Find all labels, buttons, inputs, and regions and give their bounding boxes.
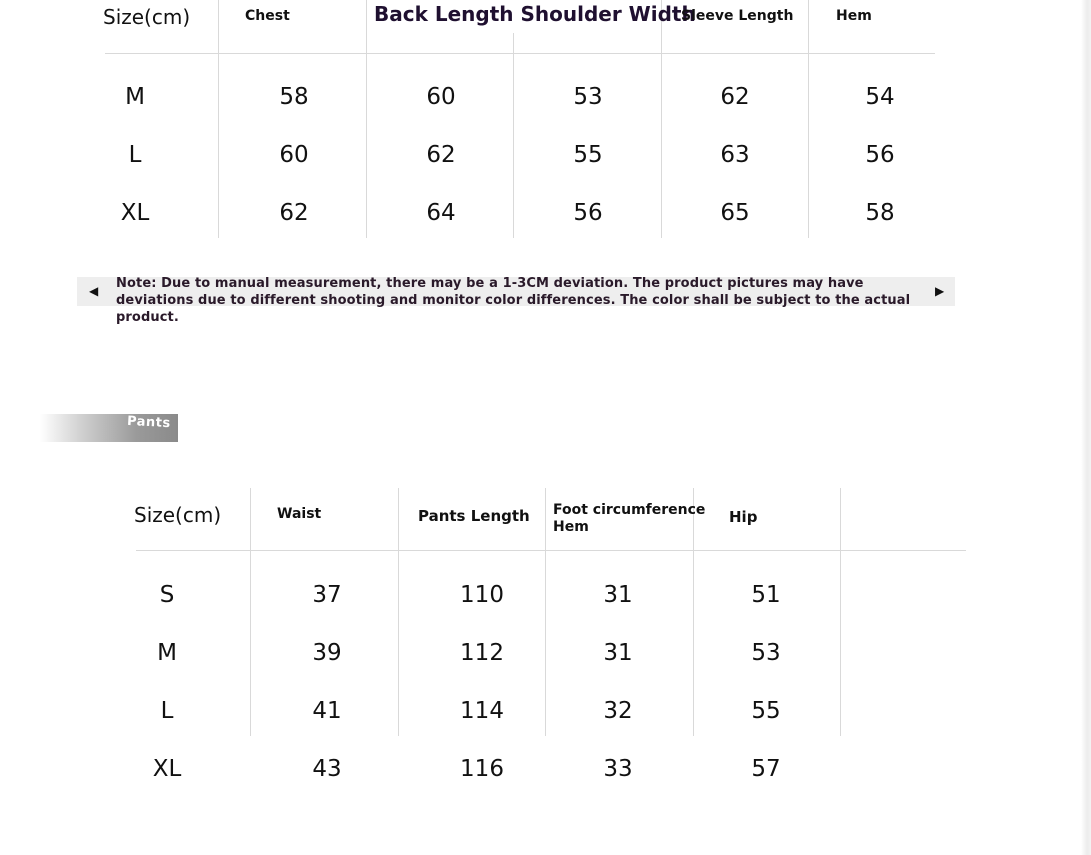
table-cell-shoulder: 56 [573, 200, 603, 226]
table-cell-waist: 43 [312, 756, 342, 782]
table-cell-size: S [159, 582, 175, 608]
table-cell-sleeve: 65 [720, 200, 750, 226]
table-cell-foot: 31 [603, 640, 633, 666]
page-edge-shadow [1081, 0, 1091, 855]
table-cell-chest: 60 [279, 142, 309, 168]
pants-hip-header: Hip [729, 508, 758, 526]
top-sleeve-header: Sleeve Length [681, 8, 794, 24]
pants-col-divider [840, 488, 841, 736]
table-cell-waist: 41 [312, 698, 342, 724]
table-cell-shoulder: 55 [573, 142, 603, 168]
pants-length-header: Pants Length [418, 507, 530, 525]
table-cell-back-length: 64 [426, 200, 456, 226]
table-cell-back-length: 62 [426, 142, 456, 168]
pants-section-label: Pants [126, 413, 172, 432]
table-cell-hip: 53 [751, 640, 781, 666]
table-cell-waist: 39 [312, 640, 342, 666]
right-arrow-icon: ▶ [935, 284, 945, 298]
table-cell-foot: 33 [603, 756, 633, 782]
table-cell-sleeve: 62 [720, 84, 750, 110]
table-cell-size: M [125, 84, 145, 110]
table-cell-shoulder: 53 [573, 84, 603, 110]
table-cell-size: XL [120, 200, 150, 226]
top-col-divider [808, 0, 809, 238]
pants-size-header: Size(cm) [134, 503, 222, 527]
left-arrow-icon: ◀ [89, 284, 99, 298]
table-cell-length: 112 [460, 640, 504, 666]
table-cell-hem: 56 [865, 142, 895, 168]
top-back-shoulder-header: Back Length Shoulder Width [374, 2, 696, 26]
table-cell-length: 116 [460, 756, 504, 782]
pants-header-divider [136, 550, 966, 551]
table-cell-foot: 31 [603, 582, 633, 608]
table-cell-hem: 58 [865, 200, 895, 226]
table-cell-foot: 32 [603, 698, 633, 724]
table-cell-chest: 62 [279, 200, 309, 226]
table-cell-hip: 55 [751, 698, 781, 724]
top-hem-header: Hem [836, 8, 872, 24]
table-cell-hip: 57 [751, 756, 781, 782]
top-col-divider [366, 0, 367, 238]
table-cell-length: 114 [460, 698, 504, 724]
pants-col-divider [250, 488, 251, 736]
table-cell-size: M [157, 640, 177, 666]
pants-col-divider [545, 488, 546, 736]
measurement-note: Note: Due to manual measurement, there may be a 1-3CM deviation. The product pictures may have deviations due to different shooting and monitor color differences. The color shall be subject to the actual product. [116, 276, 911, 325]
top-header-divider [105, 53, 935, 54]
table-cell-hip: 51 [751, 582, 781, 608]
table-cell-hem: 54 [865, 84, 895, 110]
pants-waist-header: Waist [277, 506, 322, 522]
pants-col-divider [398, 488, 399, 736]
table-cell-waist: 37 [312, 582, 342, 608]
table-cell-size: L [160, 698, 174, 724]
pants-foot-header-line1: Foot circumference [553, 502, 706, 518]
pants-foot-header-line2: Hem [553, 519, 589, 535]
table-cell-length: 110 [460, 582, 504, 608]
table-cell-size: L [128, 142, 142, 168]
top-col-divider [513, 33, 514, 238]
table-cell-chest: 58 [279, 84, 309, 110]
top-col-divider [661, 0, 662, 238]
table-cell-back-length: 60 [426, 84, 456, 110]
pants-col-divider [693, 488, 694, 736]
table-cell-sleeve: 63 [720, 142, 750, 168]
table-cell-size: XL [152, 756, 182, 782]
top-col-divider [218, 0, 219, 238]
top-chest-header: Chest [245, 8, 290, 24]
top-size-header: Size(cm) [103, 5, 191, 29]
